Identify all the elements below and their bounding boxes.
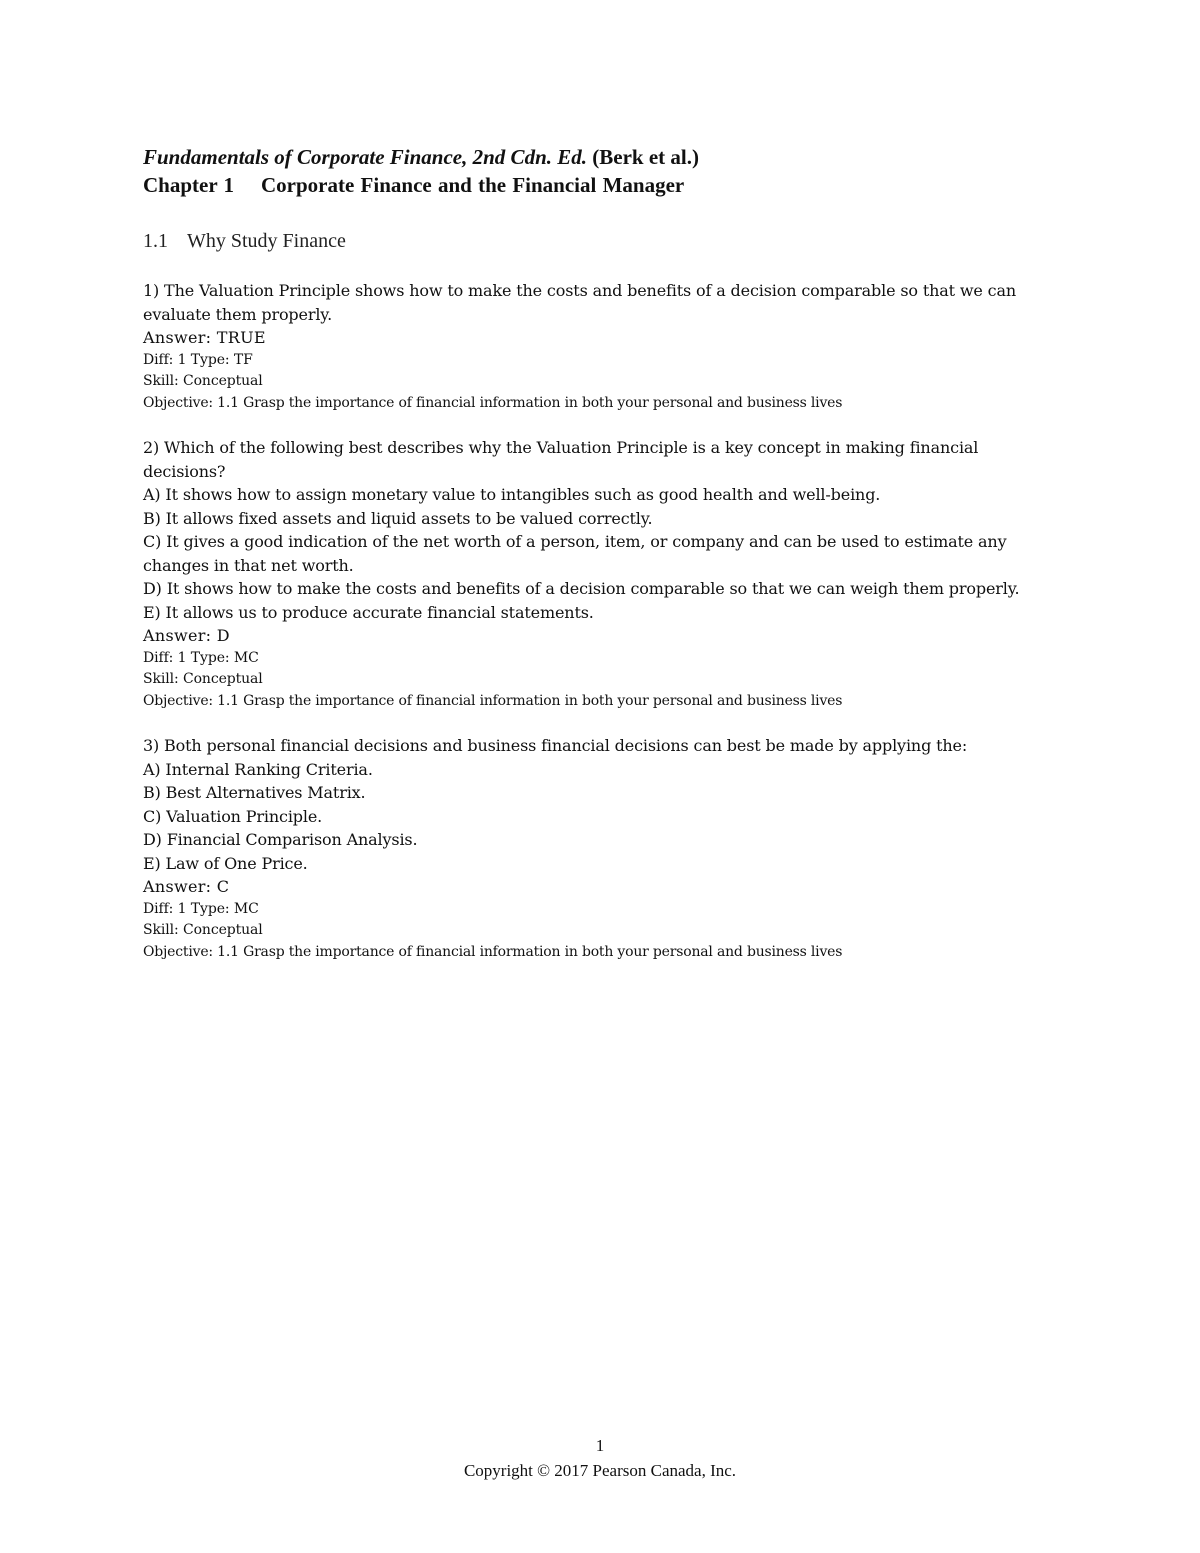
copyright-notice: Copyright © 2017 Pearson Canada, Inc. — [463, 1461, 737, 1480]
question-text: 2) Which of the following best describes why the Valuation Principle is a key concept in making financial decisions? — [143, 438, 979, 481]
difficulty-type: Diff: 1 Type: TF — [143, 351, 253, 368]
question-block — [143, 734, 1058, 963]
answer-option: D) Financial Comparison Analysis. — [143, 830, 418, 849]
answer-line: Answer: TRUE — [143, 328, 266, 347]
question-block — [143, 279, 1058, 414]
section-title: Why Study Finance — [187, 230, 346, 252]
section-number: 1.1 — [143, 230, 168, 252]
skill-line: Skill: Conceptual — [143, 922, 263, 938]
skill-line: Skill: Conceptual — [143, 373, 263, 389]
answer-line: Answer: C — [143, 877, 230, 896]
question-text: 3) Both personal financial decisions and business financial decisions can best be made by applying the: — [143, 736, 968, 755]
answer-option: A) It shows how to assign monetary value to intangibles such as good health and well-being. — [143, 485, 881, 504]
chapter-name: Corporate Finance and the Financial Manager — [261, 173, 685, 197]
question-block — [143, 436, 1058, 712]
answer-option: E) Law of One Price. — [143, 853, 308, 873]
answer-line: Answer: D — [143, 626, 230, 645]
objective-line: Objective: 1.1 Grasp the importance of financial information in both your personal and business lives — [143, 692, 843, 709]
difficulty-type: Diff: 1 Type: MC — [143, 900, 259, 917]
book-title — [143, 143, 1058, 171]
answer-option: E) It allows us to produce accurate financial statements. — [143, 602, 594, 622]
answer-option: B) Best Alternatives Matrix. — [143, 783, 366, 802]
skill-line: Skill: Conceptual — [143, 671, 263, 687]
answer-option: B) It allows fixed assets and liquid assets to be valued correctly. — [143, 508, 653, 528]
answer-option: C) It gives a good indication of the net worth of a person, item, or company and can be used to estimate any changes in that net worth. — [143, 532, 1007, 575]
answer-option: A) Internal Ranking Criteria. — [143, 759, 373, 779]
difficulty-type: Diff: 1 Type: MC — [143, 649, 259, 666]
answer-option: D) It shows how to make the costs and benefits of a decision comparable so that we can weigh them properly. — [143, 579, 1020, 598]
page-content — [143, 143, 1058, 963]
objective-line: Objective: 1.1 Grasp the importance of financial information in both your personal and business lives — [143, 394, 843, 411]
chapter-number: Chapter 1 — [143, 173, 235, 197]
book-title-italic: Fundamentals of Corporate Finance, 2nd Cdn. Ed. — [143, 145, 588, 169]
book-title-authors: (Berk et al.) — [587, 145, 699, 169]
question-text: 1) The Valuation Principle shows how to make the costs and benefits of a decision comparable so that we can evaluate them properly. — [143, 281, 1017, 324]
objective-line: Objective: 1.1 Grasp the importance of financial information in both your personal and business lives — [143, 943, 843, 960]
section-heading — [143, 227, 1058, 255]
chapter-title — [143, 171, 1058, 199]
page-number: 1 — [595, 1436, 605, 1455]
answer-option: C) Valuation Principle. — [143, 806, 323, 826]
